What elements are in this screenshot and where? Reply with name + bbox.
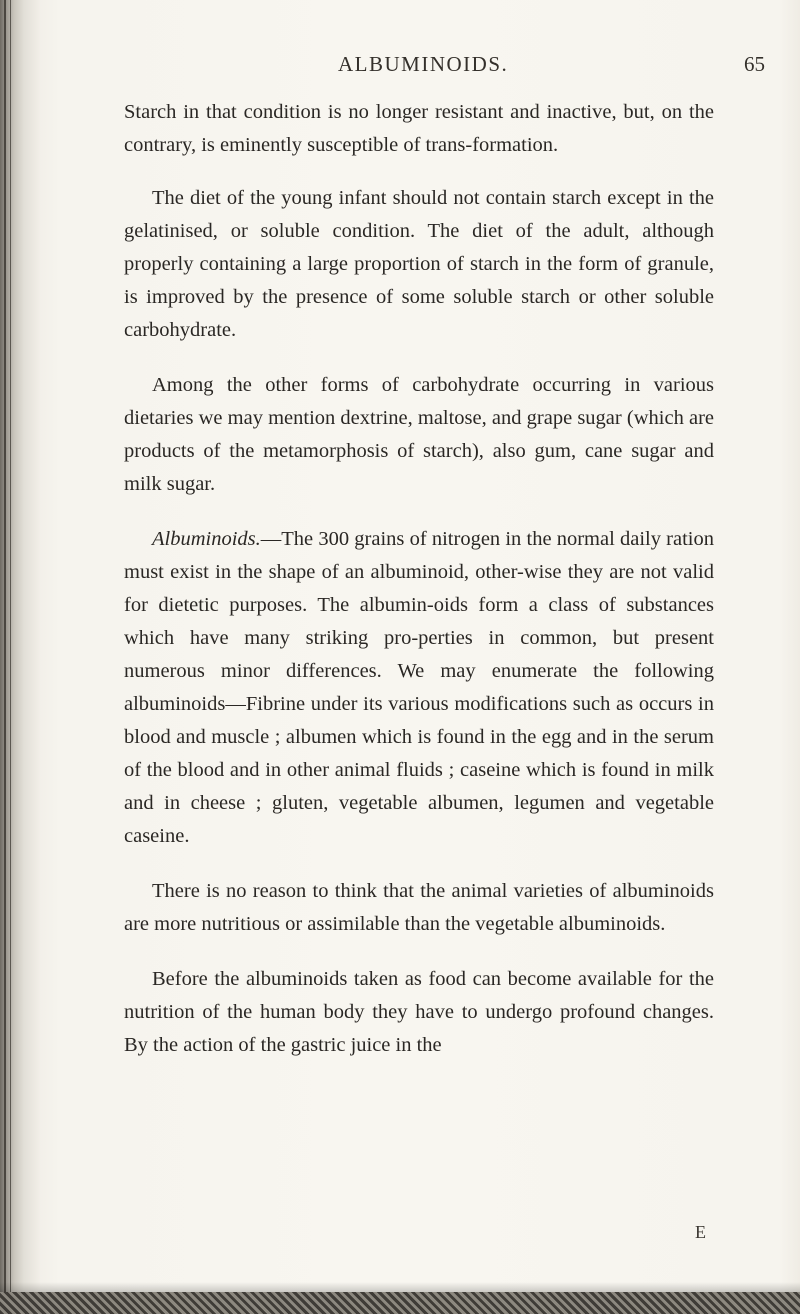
binding-edge bbox=[0, 0, 40, 1314]
paragraph-text: Before the albuminoids taken as food can become available for the nutrition of the human body they have to undergo profound changes. By the action of the gastric juice in the bbox=[124, 968, 714, 1056]
paragraph bbox=[124, 96, 714, 162]
page-header bbox=[0, 50, 800, 82]
paragraph bbox=[124, 963, 714, 1062]
paragraph-text: Starch in that condition is no longer resistant and inactive, but, on the contrary, is eminently susceptible of trans-formation. bbox=[124, 101, 714, 156]
paragraph bbox=[124, 875, 714, 941]
binding-line bbox=[4, 0, 6, 1314]
paragraph-text: The diet of the young infant should not contain starch except in the gelatinised, or soluble condition. The diet of the adult, although properly containing a large proportion of starch in the form of granule, is improved by the presence of some soluble starch or other soluble carbohydrate. bbox=[124, 187, 714, 341]
signature-mark: E bbox=[695, 1222, 706, 1242]
page-bottom-shade bbox=[0, 1282, 800, 1292]
page-bottom-edge bbox=[0, 1292, 800, 1314]
page-number: 65 bbox=[744, 52, 765, 76]
paragraph bbox=[124, 182, 714, 347]
paragraph bbox=[124, 523, 714, 853]
paragraph-text: —The 300 grains of nitrogen in the normal daily ration must exist in the shape of an albuminoid, other-wise they are not valid for dietetic purposes. The albumin-oids form a class of substances which have many striking pro-perties in common, but present numerous minor differences. We may enumerate the following albuminoids—Fibrine under its various modifications such as occurs in blood and muscle ; albumen which is found in the egg and in the serum of the blood and in other animal fluids ; caseine which is found in milk and in cheese ; gluten, vegetable albumen, legumen and vegetable caseine. bbox=[124, 528, 714, 847]
binding-line bbox=[10, 0, 11, 1314]
section-lead: Albuminoids. bbox=[152, 528, 261, 550]
paragraph-text: Among the other forms of carbohydrate occurring in various dietaries we may mention dextrine, maltose, and grape sugar (which are products of the metamorphosis of starch), also gum, cane sugar and milk sugar. bbox=[124, 374, 714, 495]
running-head: ALBUMINOIDS. bbox=[338, 52, 509, 76]
body-text bbox=[124, 96, 714, 1062]
paragraph-text: There is no reason to think that the animal varieties of albuminoids are more nutritious or assimilable than the vegetable albuminoids. bbox=[124, 880, 714, 935]
paragraph bbox=[124, 369, 714, 501]
